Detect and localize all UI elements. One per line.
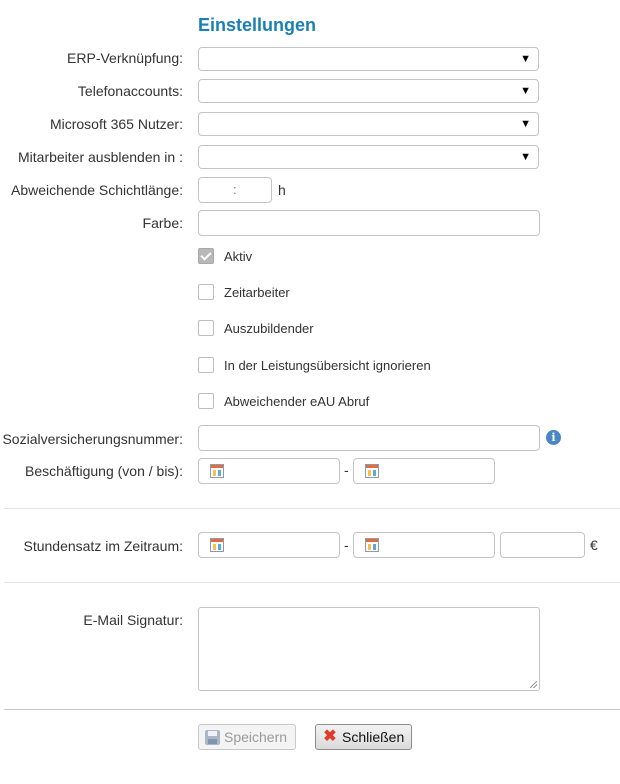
- hours-unit: h: [278, 182, 286, 198]
- range-dash: -: [344, 537, 349, 553]
- close-button[interactable]: [315, 724, 412, 750]
- euro-unit: €: [590, 537, 598, 553]
- stundensatz-von-input[interactable]: [198, 532, 340, 558]
- farbe-input[interactable]: [198, 210, 540, 236]
- chevron-down-icon: ▼: [520, 85, 531, 97]
- chevron-down-icon: ▼: [520, 118, 531, 130]
- zeitarbeiter-checkbox[interactable]: [198, 284, 214, 300]
- page-title: Einstellungen: [198, 15, 317, 35]
- close-icon: ✖: [323, 728, 337, 745]
- stundensatz-betrag-input[interactable]: [500, 532, 585, 558]
- erp-select[interactable]: [198, 47, 539, 71]
- calendar-icon[interactable]: [210, 464, 224, 478]
- resize-grip-icon[interactable]: [530, 681, 537, 688]
- beschaeftigung-label: Beschäftigung (von / bis):: [25, 463, 183, 479]
- aktiv-label: Aktiv: [224, 249, 253, 264]
- eau-abruf-checkbox[interactable]: [198, 393, 214, 409]
- zeitarbeiter-label: Zeitarbeiter: [224, 285, 290, 300]
- mitarbeiter-label: Mitarbeiter ausblenden in :: [18, 149, 183, 165]
- range-dash: -: [344, 462, 349, 478]
- beschaeftigung-von-input[interactable]: [198, 458, 340, 484]
- aktiv-checkbox[interactable]: [198, 248, 214, 264]
- signatur-textarea[interactable]: [198, 607, 540, 691]
- floppy-disk-icon: [205, 730, 220, 745]
- signatur-label: E-Mail Signatur:: [83, 612, 183, 628]
- leistung-ignorieren-checkbox[interactable]: [198, 357, 214, 373]
- farbe-label: Farbe:: [142, 215, 183, 231]
- divider: [4, 508, 620, 509]
- divider: [4, 582, 620, 583]
- stundensatz-label: Stundensatz im Zeitraum:: [23, 538, 183, 554]
- erp-label: ERP-Verknüpfung:: [67, 50, 183, 66]
- telefon-select[interactable]: [198, 79, 539, 103]
- mitarbeiter-select[interactable]: [198, 145, 539, 169]
- ms365-label: Microsoft 365 Nutzer:: [49, 116, 183, 132]
- calendar-icon[interactable]: [210, 538, 224, 552]
- chevron-down-icon: ▼: [520, 151, 531, 163]
- save-button[interactable]: [198, 724, 296, 750]
- telefon-label: Telefonaccounts:: [77, 83, 183, 99]
- beschaeftigung-bis-input[interactable]: [353, 458, 495, 484]
- auszubildender-checkbox[interactable]: [198, 320, 214, 336]
- stundensatz-bis-input[interactable]: [353, 532, 495, 558]
- schicht-input[interactable]: [198, 177, 272, 203]
- chevron-down-icon: ▼: [520, 53, 531, 65]
- info-icon[interactable]: i: [546, 430, 561, 445]
- save-button-label: Speichern: [224, 729, 288, 745]
- sv-label: Sozialversicherungsnummer:: [2, 431, 183, 447]
- footer-divider: [4, 709, 620, 710]
- schicht-value: :: [233, 182, 237, 197]
- calendar-icon[interactable]: [365, 538, 379, 552]
- close-button-label: Schließen: [342, 729, 405, 745]
- leistung-ignorieren-label: In der Leistungsübersicht ignorieren: [224, 358, 431, 373]
- sv-input[interactable]: [198, 425, 540, 451]
- calendar-icon[interactable]: [365, 464, 379, 478]
- ms365-select[interactable]: [198, 112, 539, 136]
- schicht-label: Abweichende Schichtlänge:: [10, 182, 183, 198]
- auszubildender-label: Auszubildender: [224, 321, 314, 336]
- eau-abruf-label: Abweichender eAU Abruf: [224, 394, 370, 409]
